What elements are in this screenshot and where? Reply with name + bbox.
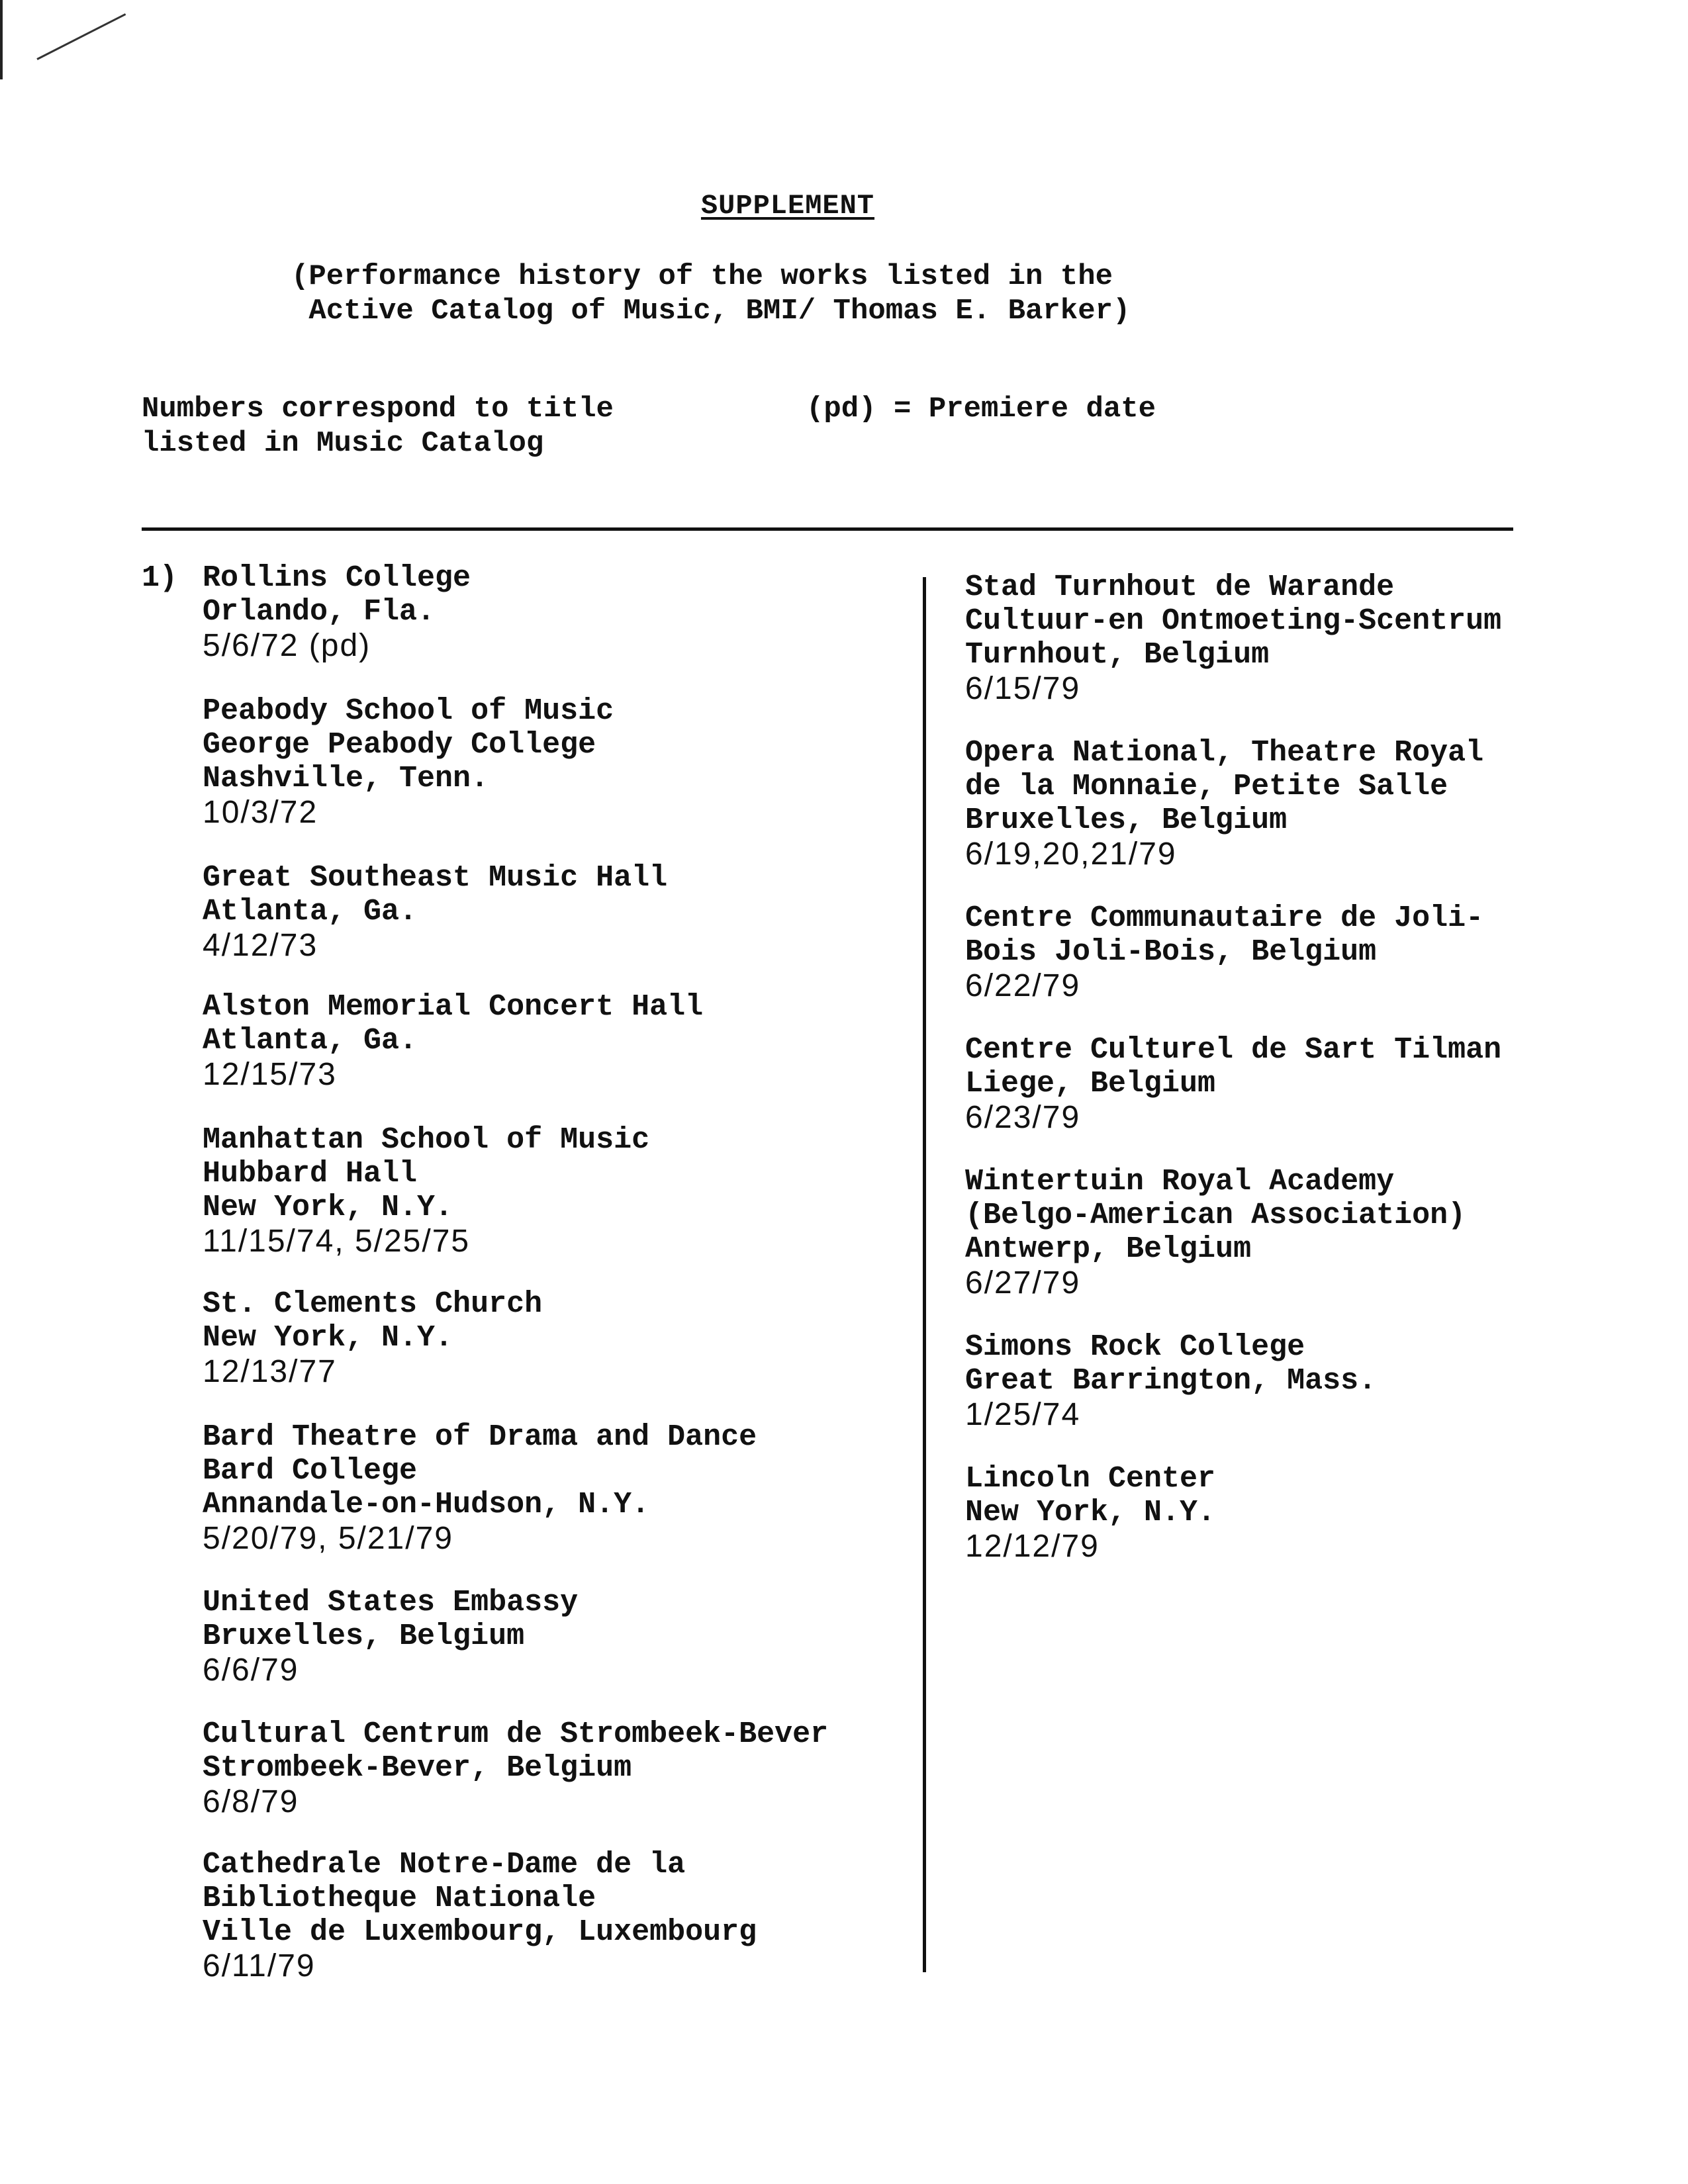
- performance-date: 10/3/72: [203, 795, 318, 830]
- venue-line: Bruxelles, Belgium: [203, 1619, 525, 1653]
- performance-date: 6/6/79: [203, 1653, 299, 1688]
- venue-line: Cultuur-en Ontmoeting-Scentrum: [965, 604, 1502, 638]
- venue-line: George Peabody College: [203, 728, 596, 762]
- right-column: [965, 570, 1667, 1563]
- venue-line: Strombeek-Bever, Belgium: [203, 1751, 632, 1785]
- venue-line: Stad Turnhout de Warande: [965, 570, 1395, 604]
- column-divider: [923, 577, 926, 1972]
- margin-mark: [0, 0, 3, 79]
- venue-line: Bard College: [203, 1454, 418, 1488]
- venue-line: Great Southeast Music Hall: [203, 861, 668, 895]
- venue-line: Turnhout, Belgium: [965, 638, 1270, 672]
- venue-entry: [965, 901, 1667, 1003]
- venue-line: de la Monnaie, Petite Salle: [965, 770, 1448, 803]
- subtitle-line-1: (Performance history of the works listed in the: [291, 260, 1113, 293]
- venue-entry: [965, 570, 1667, 705]
- performance-date: 6/22/79: [965, 968, 1081, 1003]
- performance-date: 6/23/79: [965, 1100, 1081, 1135]
- subtitle-line-2: Active Catalog of Music, BMI/ Thomas E. Barker): [291, 295, 1131, 328]
- venue-line: Bard Theatre of Drama and Dance: [203, 1420, 757, 1454]
- venue-entry: [203, 1287, 917, 1388]
- performance-date: 6/8/79: [203, 1784, 299, 1819]
- legend-numbers-line-1: Numbers correspond to title: [142, 392, 614, 426]
- venue-line: Annandale-on-Hudson, N.Y.: [203, 1488, 650, 1522]
- venue-line: Atlanta, Ga.: [203, 895, 418, 929]
- venue-line: Liege, Belgium: [965, 1067, 1216, 1101]
- venue-entry: [965, 1033, 1667, 1134]
- venue-line: Cultural Centrum de Strombeek-Bever: [203, 1717, 829, 1751]
- performance-date: 1/25/74: [965, 1397, 1081, 1432]
- venue-line: Opera National, Theatre Royal: [965, 736, 1484, 770]
- venue-line: Centre Culturel de Sart Tilman: [965, 1033, 1502, 1067]
- venue-line: Orlando, Fla.: [203, 595, 436, 629]
- subtitle: [291, 259, 1350, 328]
- venue-line: Ville de Luxembourg, Luxembourg: [203, 1915, 757, 1949]
- performance-date: 12/12/79: [965, 1529, 1100, 1564]
- venue-entry: [203, 1123, 917, 1258]
- legend-premiere-note: (pd) = Premiere date: [806, 392, 1156, 426]
- venue-entry: [203, 561, 917, 662]
- performance-date: 12/13/77: [203, 1354, 337, 1389]
- venue-line: Rollins College: [203, 561, 471, 595]
- performance-date: 6/11/79: [203, 1948, 316, 1983]
- performance-date: 6/15/79: [965, 671, 1081, 706]
- venue-line: New York, N.Y.: [965, 1496, 1216, 1529]
- page-title: SUPPLEMENT: [700, 190, 875, 222]
- venue-line: Lincoln Center: [965, 1462, 1216, 1496]
- venue-entry: [203, 1717, 917, 1819]
- left-column: [203, 561, 917, 1983]
- venue-line: Bibliotheque Nationale: [203, 1882, 596, 1915]
- venue-line: Antwerp, Belgium: [965, 1232, 1252, 1266]
- venue-entry: [203, 694, 917, 829]
- performance-date: 12/15/73: [203, 1057, 337, 1092]
- venue-entry: [203, 1586, 917, 1687]
- venue-line: Alston Memorial Concert Hall: [203, 990, 704, 1024]
- venue-line: New York, N.Y.: [203, 1321, 453, 1355]
- venue-line: Simons Rock College: [965, 1330, 1305, 1364]
- venue-line: St. Clements Church: [203, 1287, 543, 1321]
- venue-line: New York, N.Y.: [203, 1191, 453, 1224]
- venue-entry: [203, 861, 917, 962]
- venue-line: Great Barrington, Mass.: [965, 1364, 1377, 1398]
- venue-entry: [965, 1165, 1667, 1300]
- performance-date: 4/12/73: [203, 928, 318, 963]
- performance-date: 5/20/79, 5/21/79: [203, 1521, 453, 1556]
- venue-entry: [965, 1462, 1667, 1563]
- venue-entry: [965, 1330, 1667, 1432]
- venue-entry: [203, 1420, 917, 1555]
- venue-line: Atlanta, Ga.: [203, 1024, 418, 1058]
- venue-line: (Belgo-American Association): [965, 1199, 1466, 1232]
- venue-line: Bruxelles, Belgium: [965, 803, 1288, 837]
- venue-line: Nashville, Tenn.: [203, 762, 489, 796]
- venue-entry: [965, 736, 1667, 871]
- performance-date: 6/19,20,21/79: [965, 837, 1177, 872]
- venue-line: Peabody School of Music: [203, 694, 614, 728]
- venue-line: United States Embassy: [203, 1586, 579, 1619]
- venue-line: Bois Joli-Bois, Belgium: [965, 935, 1377, 969]
- legend-numbers-note: [142, 392, 614, 461]
- venue-line: Centre Communautaire de Joli-: [965, 901, 1484, 935]
- venue-entry: [203, 1848, 917, 1983]
- horizontal-rule: [142, 527, 1513, 531]
- venue-line: Manhattan School of Music: [203, 1123, 650, 1157]
- venue-line: Cathedrale Notre-Dame de la: [203, 1848, 686, 1882]
- venue-line: Wintertuin Royal Academy: [965, 1165, 1395, 1199]
- performance-date: 5/6/72 (pd): [203, 628, 371, 663]
- venue-entry: [203, 990, 917, 1091]
- performance-date: 11/15/74, 5/25/75: [203, 1224, 471, 1259]
- work-number: 1): [142, 561, 178, 595]
- venue-line: Hubbard Hall: [203, 1157, 418, 1191]
- performance-date: 6/27/79: [965, 1265, 1081, 1300]
- legend-numbers-line-2: listed in Music Catalog: [142, 427, 544, 460]
- pen-stroke-mark: [36, 13, 126, 60]
